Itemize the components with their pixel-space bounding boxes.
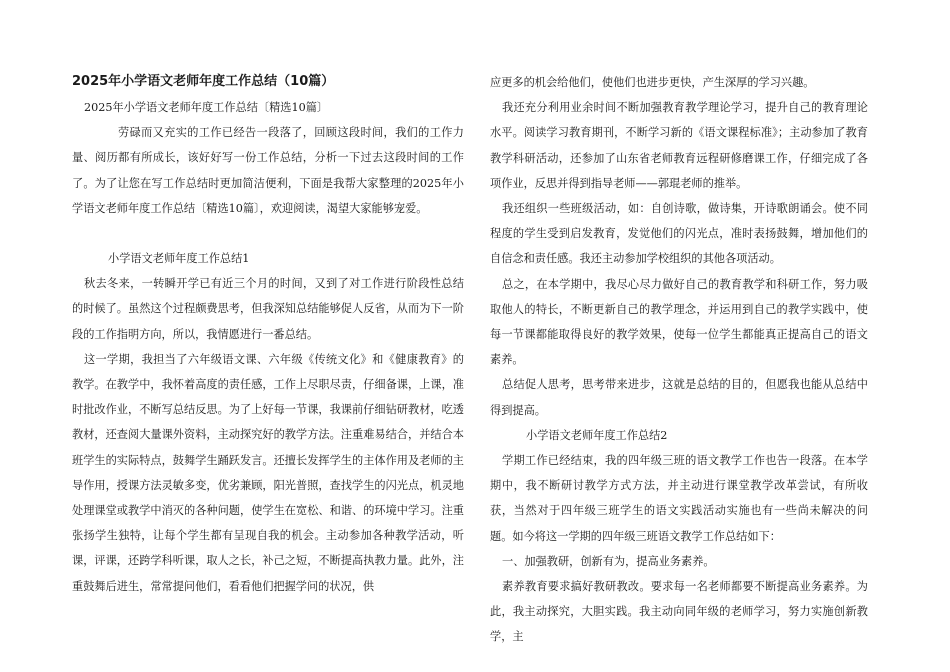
reflection-paragraph: 总结促人思考，思考带来进步，这就是总结的目的，但愿我也能从总结中得到提高。 bbox=[490, 378, 868, 417]
section2-list-item-1: 一、加强教研，创新有为，提高业务素养。 bbox=[502, 554, 715, 568]
summary-paragraph: 总之，在本学期中，我尽心尽力做好自己的教育教学和科研工作，努力吸取他人的特长，不断更新自己的教学理念，并运用到自己的教学实践中，使每一节课都能取得良好的教学效果，使每一位学生都能真正提高自己的语文素养。 bbox=[490, 277, 868, 367]
class-activity-paragraph: 我还组织一些班级活动，如：自创诗歌，做诗集，开诗歌朗诵会。使不同程度的学生受到启发教育，发觉他们的闪光点，准时表扬鼓舞，增加他们的自信念和责任感。我还主动参加学校组织的其他各项活动。 bbox=[490, 202, 868, 266]
section2-paragraph-1: 学期工作已经结束，我的四年级三班的语文教学工作也告一段落。在本学期中，我不断研讨教学方式方法，并主动进行课堂教学改革尝试，有所收获，当然对于四年级三班学生的语文实践活动实施也有一些尚未解决的问题。如今将这一学期的四年级三班语文教学工作总结如下： bbox=[490, 454, 868, 543]
spacer bbox=[72, 221, 464, 246]
section2-paragraph-2: 素养教育要求搞好教研教改。要求每一名老师都要不断提高业务素养。为此，我主动探究，大胆实践。我主动向同年级的老师学习，努力实施创新教学，主 bbox=[490, 580, 868, 644]
section-heading-2: 小学语文老师年度工作总结2 bbox=[526, 428, 668, 442]
section1-paragraph-1: 秋去冬来，一转瞬开学已有近三个月的时间，又到了对工作进行阶段性总结的时候了。虽然这个过程颇费思考，但我深知总结能够促人反省，从而为下一阶段的工作指明方向，所以，我情愿进行一番总结。 bbox=[72, 277, 464, 341]
right-column bbox=[490, 70, 868, 650]
section1-paragraph-2: 这一学期，我担当了六年级语文课、六年级《传统文化》和《健康教育》的教学。在教学中，我怀着高度的责任感，工作上尽职尽责，仔细备课，上课，准时批改作业，不断写总结反思。为了上好每一节课，我课前仔细钻研教材，吃透教材，还查阅大量课外资料，主动探究好的教学方法。注重难易结合，并结合本班学生的实际特点，鼓舞学生踊跃发言。还擅长发挥学生的主体作用及老师的主导作用，授课方法灵敏多变，优劣兼顾，阳光普照，查找学生的闪光点，机灵地处理课堂或教学中消灭的各种问题，使学生在宽松、和谐、的环境中学习。注重张扬学生独特，让每个学生都有呈现自我的机会。主动参加各种教学活动，听课，评课，还跨学科听课，取人之长，补己之短，不断提高执教力量。此外，注重鼓舞后进生，常常提问他们，看看他们把握学问的状况，供 bbox=[72, 352, 464, 593]
section-heading-1: 小学语文老师年度工作总结1 bbox=[108, 252, 250, 266]
document-title: 2025年小学语文老师年度工作总结（10篇） bbox=[72, 74, 335, 89]
document-subtitle: 2025年小学语文老师年度工作总结〔精选10篇〕 bbox=[84, 101, 329, 114]
left-column bbox=[72, 70, 464, 599]
intro-paragraph: 劳碌而又充实的工作已经告一段落了，回顾这段时间，我们的工作力量、阅历都有所成长，该好好写一份工作总结，分析一下过去这段时间的工作了。为了让您在写工作总结时更加简洁便利，下面是我帮大家整理的2025年小学语文老师年度工作总结〔精选10篇〕，欢迎阅读，渴望大家能够宠爱。 bbox=[72, 126, 464, 215]
continued-paragraph: 应更多的机会给他们，使他们也进步更快，产生深厚的学习兴趣。 bbox=[490, 76, 815, 89]
study-paragraph: 我还充分利用业余时间不断加强教育教学理论学习，提升自己的教育理论水平。阅读学习教育期刊，不断学习新的《语文课程标准》；主动参加了教育教学科研活动，还参加了山东省老师教育远程研修磨课工作，仔细完成了各项作业，反思并得到指导老师——郭琨老师的推举。 bbox=[490, 101, 868, 190]
